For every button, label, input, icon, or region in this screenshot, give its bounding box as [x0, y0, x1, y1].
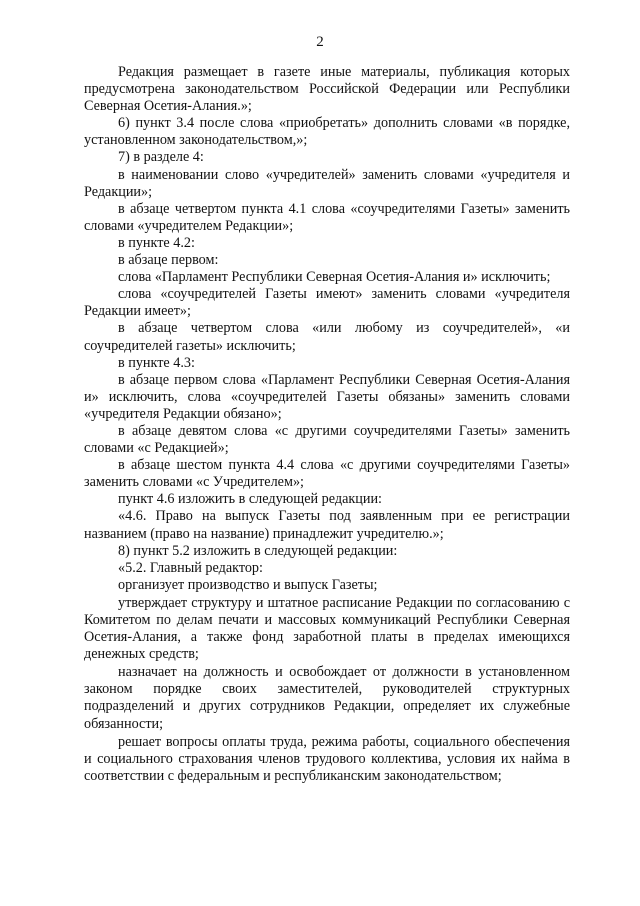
paragraph-4: в наименовании слово «учредителей» заменить словами «учредителя и Редакции»; — [84, 166, 570, 200]
paragraph-7: в абзаце первом: — [118, 252, 219, 269]
paragraph-6: в пункте 4.2: — [118, 234, 195, 251]
page-number: 2 — [316, 34, 324, 50]
paragraph-21: назначает на должность и освобождает от должности в установленном законом порядке своих заместителей, руководителей структурных подразделений и других сотрудников Редакции, определяет их служебные обязанности; — [84, 664, 570, 732]
paragraph-3: 7) в разделе 4: — [118, 149, 204, 166]
paragraph-1: Редакция размещает в газете иные материалы, публикация которых предусмотрена законодательством Российской Федерации или Республики Северная Осетия-Алания.»; — [84, 64, 570, 115]
paragraph-22: решает вопросы оплаты труда, режима работы, социального обеспечения и социального страхования членов трудового коллектива, условия их найма в соответствии с федеральным и республиканским законодательством; — [84, 733, 570, 784]
document-body — [84, 64, 570, 785]
paragraph-5: в абзаце четвертом пункта 4.1 слова «соучредителями Газеты» заменить словами «учредителем Редакции»; — [84, 200, 570, 234]
paragraph-12: в абзаце первом слова «Парламент Республики Северная Осетия-Алания и» исключить, слова «соучредителей Газеты обязаны» заменить словами «учредителя Редакции обязано»; — [84, 371, 570, 422]
paragraph-2: 6) пункт 3.4 после слова «приобретать» дополнить словами «в порядке, установленном законодательством,»; — [84, 115, 570, 149]
paragraph-9: слова «соучредителей Газеты имеют» заменить словами «учредителя Редакции имеет»; — [84, 286, 570, 320]
paragraph-8: слова «Парламент Республики Северная Осетия-Алания и» исключить; — [118, 269, 551, 286]
paragraph-18: «5.2. Главный редактор: — [118, 559, 263, 576]
paragraph-11: в пункте 4.3: — [118, 354, 195, 371]
paragraph-15: пункт 4.6 изложить в следующей редакции: — [118, 491, 382, 508]
paragraph-13: в абзаце девятом слова «с другими соучредителями Газеты» заменить словами «с Редакцией»; — [84, 422, 570, 457]
paragraph-16: «4.6. Право на выпуск Газеты под заявленным при ее регистрации названием (право на название) принадлежит учредителю.»; — [84, 508, 570, 542]
paragraph-20: утверждает структуру и штатное расписание Редакции по согласованию с Комитетом по делам печати и массовых коммуникаций Республики Северная Осетия-Алания, а также фонд заработной платы в пределах имеющихся денежных средств; — [84, 594, 570, 663]
paragraph-17: 8) пункт 5.2 изложить в следующей редакции: — [118, 542, 398, 559]
paragraph-19: организует производство и выпуск Газеты; — [118, 576, 378, 593]
paragraph-14: в абзаце шестом пункта 4.4 слова «с другими соучредителями Газеты» заменить словами «с Учредителем»; — [84, 457, 570, 491]
paragraph-10: в абзаце четвертом слова «или любому из соучредителей», «и соучредителей газеты» исключить; — [84, 320, 570, 354]
